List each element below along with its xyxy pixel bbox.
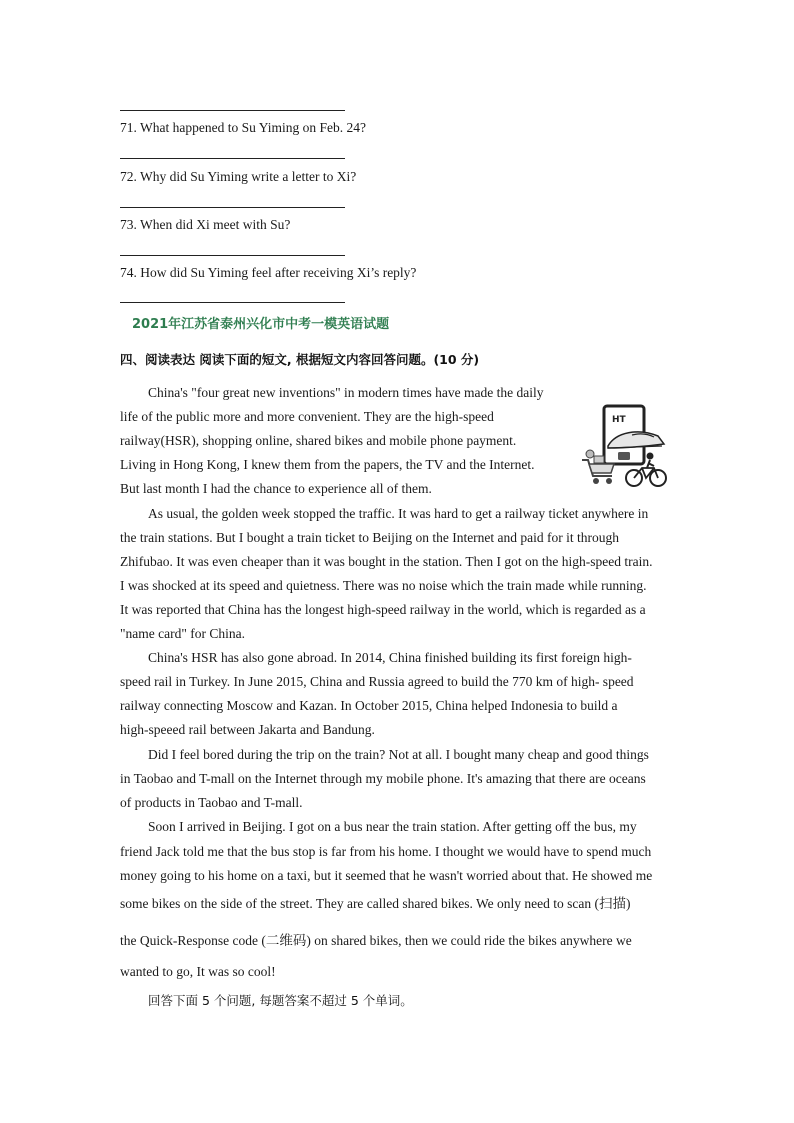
answer-line	[120, 302, 345, 303]
question-number: 72.	[120, 169, 137, 184]
passage-line: Zhifubao. It was even cheaper than it was bought in the station. Then I got on the high-speed train.	[120, 554, 653, 569]
passage-line: But last month I had the chance to experience all of them.	[120, 481, 432, 496]
passage-line: railway connecting Moscow and Kazan. In October 2015, China helped Indonesia to build a	[120, 698, 618, 713]
passage-line: I was shocked at its speed and quietness. There was no noise which the train made while running.	[120, 578, 647, 593]
passage-line: the Quick-Response code (二维码) on shared bikes, then we could ride the bikes anywhere we	[120, 933, 632, 948]
answer-line	[120, 207, 345, 208]
passage-line: China's "four great new inventions" in modern times have made the daily	[148, 385, 544, 400]
section-heading: 四、阅读表达 阅读下面的短文, 根据短文内容回答问题。(10 分)	[120, 352, 480, 367]
question-text: Why did Su Yiming write a letter to Xi?	[140, 169, 357, 184]
passage-line: the train stations. But I bought a train ticket to Beijing on the Internet and paid for it through	[120, 530, 620, 545]
passage-line: of products in Taobao and T-mall.	[120, 795, 303, 810]
passage-line: Did I feel bored during the trip on the train? Not at all. I bought many cheap and good things	[148, 747, 649, 762]
section-title: 2021年江苏省泰州兴化市中考一模英语试题	[132, 317, 390, 332]
passage-line: high-speeed rail between Jakarta and Bandung.	[120, 722, 375, 737]
question-74	[120, 265, 416, 281]
passage-line: It was reported that China has the longest high-speed railway in the world, which is regarded as a	[120, 602, 646, 617]
passage-line: railway(HSR), shopping online, shared bikes and mobile phone payment.	[120, 433, 517, 448]
question-73	[120, 217, 290, 233]
question-number: 71.	[120, 120, 137, 135]
answer-line	[120, 110, 345, 111]
passage-line: As usual, the golden week stopped the traffic. It was hard to get a railway ticket anywhere in	[148, 506, 649, 521]
passage-line: Living in Hong Kong, I knew them from the papers, the TV and the Internet.	[120, 457, 535, 472]
passage-line: money going to his home on a taxi, but it seemed that he wasn't worried about that. He showed me	[120, 868, 653, 883]
question-72	[120, 169, 356, 185]
phone-label: HT	[612, 415, 626, 425]
passage-line: wanted to go, It was so cool!	[120, 964, 276, 979]
passage-line: friend Jack told me that the bus stop is far from his home. I thought we would have to spend much	[120, 844, 652, 859]
passage-line: life of the public more and more convenient. They are the high-speed	[120, 409, 494, 424]
passage-line: China's HSR has also gone abroad. In 2014, China finished building its first foreign high-	[148, 650, 632, 665]
question-number: 73.	[120, 217, 137, 232]
passage-line: some bikes on the side of the street. They are called shared bikes. We only need to scan (扫描)	[120, 896, 631, 911]
question-text: How did Su Yiming feel after receiving Xi’s reply?	[140, 265, 417, 280]
passage-line: Soon I arrived in Beijing. I got on a bus near the train station. After getting off the bus, my	[148, 819, 637, 834]
passage-line: in Taobao and T-mall on the Internet through my mobile phone. It's amazing that there are oceans	[120, 771, 646, 786]
four-inventions-illustration	[578, 402, 670, 492]
question-text: What happened to Su Yiming on Feb. 24?	[140, 120, 366, 135]
question-number: 74.	[120, 265, 137, 280]
answer-instruction: 回答下面 5 个问题, 每题答案不超过 5 个单词。	[148, 993, 413, 1008]
question-text: When did Xi meet with Su?	[140, 217, 291, 232]
passage-line: "name card" for China.	[120, 626, 245, 641]
answer-line	[120, 158, 345, 159]
question-71	[120, 120, 366, 136]
passage-line: speed rail in Turkey. In June 2015, China and Russia agreed to build the 770 km of high- speed	[120, 674, 634, 689]
answer-line	[120, 255, 345, 256]
